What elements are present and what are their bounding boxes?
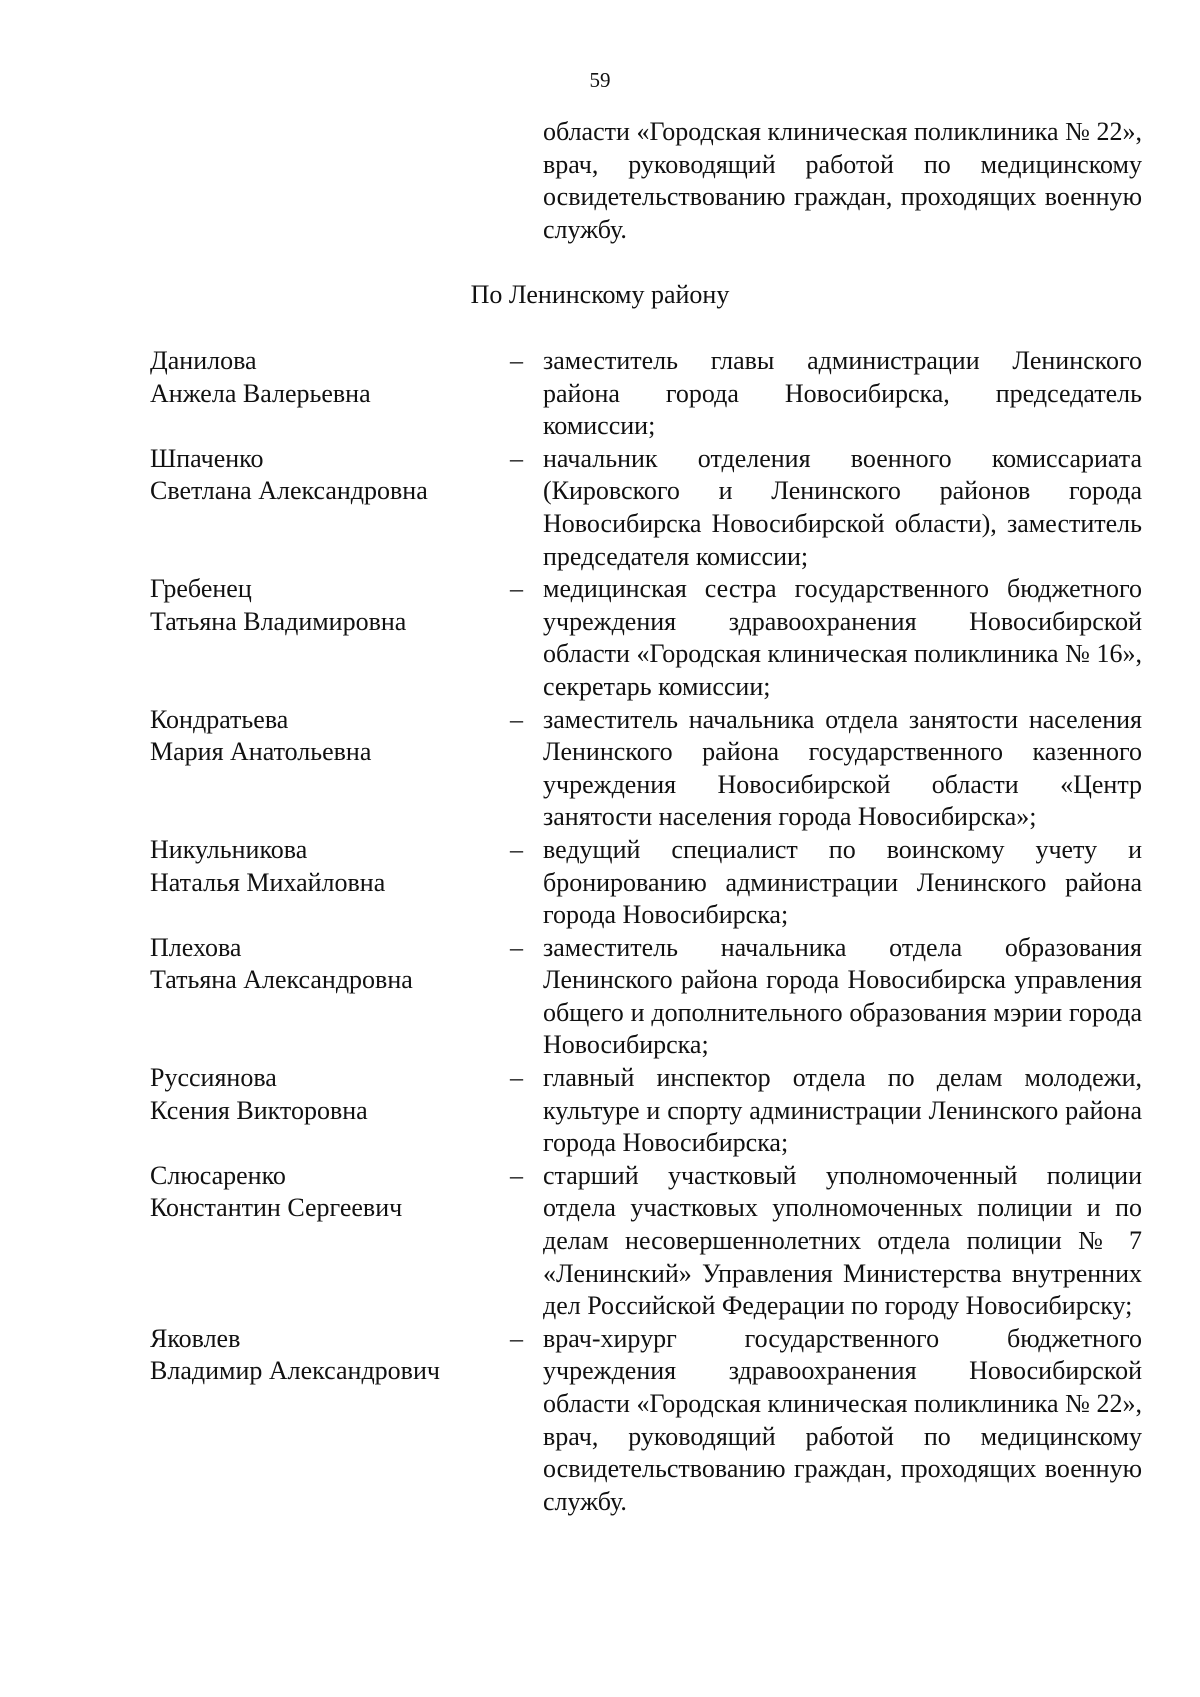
member-surname: Плехова	[150, 932, 242, 962]
page-number: 59	[589, 68, 611, 92]
member-entry	[150, 1160, 1142, 1323]
member-name	[150, 1323, 490, 1388]
member-surname: Никульникова	[150, 834, 308, 864]
member-surname: Данилова	[150, 346, 257, 375]
member-role: главный инспектор отдела по делам молодежи, культуре и спорту администрации Ленинского района города Новосибирска;	[543, 1063, 1142, 1158]
section-heading: По Ленинскому району	[470, 280, 730, 309]
member-role: ведущий специалист по воинскому учету и бронированию администрации Ленинского района города Новосибирска;	[543, 834, 1142, 930]
member-name	[150, 443, 490, 508]
dash-separator: –	[510, 346, 523, 375]
continuation-paragraph	[543, 116, 1142, 246]
member-entry	[150, 1062, 1142, 1160]
member-role: заместитель начальника отдела занятости населения Ленинского района государственного казенного учреждения Новосибирской области «Центр занятости населения города Новосибирска»;	[543, 704, 1142, 832]
dash-separator: –	[510, 443, 523, 473]
member-name	[150, 932, 490, 997]
member-name	[150, 1062, 490, 1127]
commission-members-list	[150, 345, 1142, 1518]
dash-separator: –	[510, 1323, 523, 1353]
member-role: заместитель главы администрации Ленинского района города Новосибирска, председатель комиссии;	[543, 346, 1142, 441]
member-role: врач-хирург государственного бюджетного учреждения здравоохранения Новосибирской области «Городская клиническая поликлиника № 22», врач, руководящий работой по медицинскому освидетельствованию граждан, проходящих военную службу.	[543, 1323, 1142, 1516]
member-role: медицинская сестра государственного бюджетного учреждения здравоохранения Новосибирской области «Городская клиническая поликлиника № 16», секретарь комиссии;	[543, 574, 1142, 701]
member-entry	[150, 834, 1142, 932]
member-given-names: Татьяна Владимировна	[150, 606, 407, 636]
member-surname: Яковлев	[150, 1323, 241, 1353]
member-name	[150, 834, 490, 899]
member-entry	[150, 443, 1142, 573]
member-given-names: Ксения Викторовна	[150, 1095, 368, 1125]
member-given-names: Владимир Александрович	[150, 1356, 440, 1386]
member-surname: Слюсаренко	[150, 1160, 286, 1190]
member-entry	[150, 345, 1142, 443]
member-entry	[150, 932, 1142, 1062]
member-role: заместитель начальника отдела образования Ленинского района города Новосибирска управления общего и дополнительного образования мэрии города Новосибирска;	[543, 932, 1142, 1060]
continuation-role-text: области «Городская клиническая поликлиника № 22», врач, руководящий работой по медицинскому освидетельствованию граждан, проходящих военную службу.	[543, 117, 1142, 244]
member-entry	[150, 704, 1142, 834]
member-given-names: Татьяна Александровна	[150, 965, 413, 995]
member-entry	[150, 573, 1142, 703]
member-name	[150, 345, 490, 410]
dash-separator: –	[510, 574, 523, 604]
member-name	[150, 1160, 490, 1225]
dash-separator: –	[510, 704, 523, 734]
member-name	[150, 704, 490, 769]
member-given-names: Наталья Михайловна	[150, 867, 386, 897]
member-name	[150, 573, 490, 638]
member-role: начальник отделения военного комиссариата (Кировского и Ленинского районов города Новосибирска Новосибирской области), заместитель председателя комиссии;	[543, 443, 1142, 571]
dash-separator: –	[510, 932, 523, 962]
member-surname: Шпаченко	[150, 443, 264, 473]
member-surname: Гребенец	[150, 574, 252, 604]
member-surname: Кондратьева	[150, 704, 289, 734]
member-given-names: Светлана Александровна	[150, 476, 428, 506]
member-given-names: Константин Сергеевич	[150, 1193, 403, 1223]
member-surname: Руссиянова	[150, 1063, 277, 1093]
member-given-names: Анжела Валерьевна	[150, 378, 371, 408]
dash-separator: –	[510, 1160, 523, 1190]
member-entry	[150, 1323, 1142, 1519]
member-given-names: Мария Анатольевна	[150, 737, 372, 767]
dash-separator: –	[510, 1063, 523, 1093]
dash-separator: –	[510, 834, 523, 864]
member-role: старший участковый уполномоченный полиции отдела участковых уполномоченных полиции и по делам несовершеннолетних отдела полиции № 7 «Ленинский» Управления Министерства внутренних дел Российской Федерации по городу Новосибирску;	[543, 1160, 1142, 1321]
